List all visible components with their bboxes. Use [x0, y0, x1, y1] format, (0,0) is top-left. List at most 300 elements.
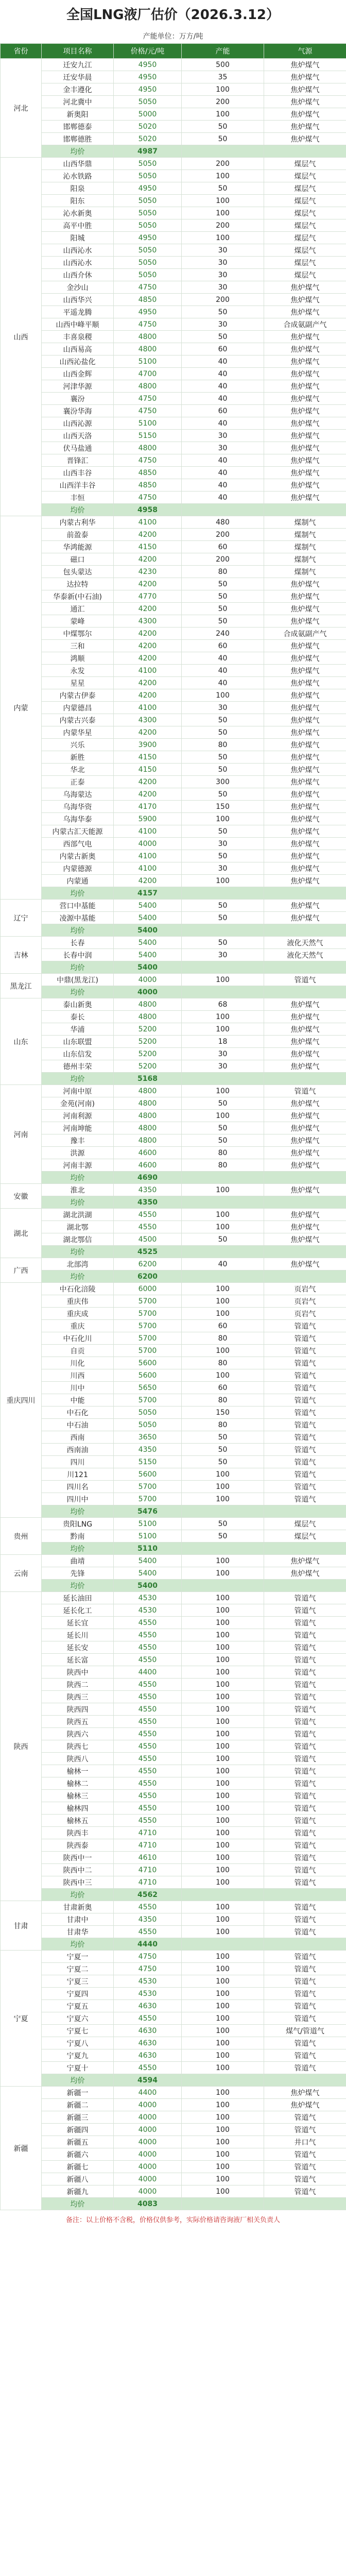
table-row — [1, 195, 346, 207]
plant-name: 新疆二 — [42, 2099, 114, 2111]
plant-gas-source: 管道气 — [264, 1357, 346, 1369]
plant-gas-source: 管道气 — [264, 1802, 346, 1815]
table-row — [1, 1518, 346, 1530]
plant-gas-source: 管道气 — [264, 1691, 346, 1703]
plant-gas-source: 管道气 — [264, 1629, 346, 1641]
plant-price: 4750 — [114, 454, 182, 467]
plant-capacity: 60 — [182, 1382, 264, 1394]
plant-name: 新胜 — [42, 751, 114, 764]
region-cell: 山东 — [1, 998, 42, 1085]
table-row — [1, 1815, 346, 1827]
plant-name: 宁夏四 — [42, 1988, 114, 2000]
table-row — [1, 96, 346, 108]
plant-name: 中石油 — [42, 1419, 114, 1431]
plant-price: 4200 — [114, 788, 182, 801]
plant-name: 洪源 — [42, 1147, 114, 1159]
table-row — [1, 182, 346, 195]
plant-capacity: 100 — [182, 2161, 264, 2173]
plant-gas-source: 管道气 — [264, 1951, 346, 1963]
average-label: 均价 — [42, 145, 114, 158]
header-gas: 气源 — [264, 44, 346, 59]
table-row — [1, 1963, 346, 1975]
plant-price: 4550 — [114, 1777, 182, 1790]
plant-name: 华浦 — [42, 1023, 114, 1036]
plant-gas-source: 煤层气 — [264, 269, 346, 281]
plant-name: 宁夏一 — [42, 1951, 114, 1963]
plant-name: 四川中 — [42, 1493, 114, 1505]
plant-gas-source: 管道气 — [264, 1876, 346, 1889]
plant-name: 川西 — [42, 1369, 114, 1382]
plant-capacity: 100 — [182, 1679, 264, 1691]
plant-gas-source: 焦炉煤气 — [264, 578, 346, 590]
table-row — [1, 2012, 346, 2025]
plant-capacity: 100 — [182, 875, 264, 887]
plant-name: 河南中原 — [42, 1085, 114, 1097]
plant-gas-source: 管道气 — [264, 2148, 346, 2161]
plant-price: 4630 — [114, 2037, 182, 2049]
region-cell: 陕西 — [1, 1592, 42, 1901]
plant-name: 三和 — [42, 640, 114, 652]
plant-price: 4550 — [114, 1728, 182, 1740]
plant-name: 阳东 — [42, 195, 114, 207]
plant-name: 河南坤能 — [42, 1122, 114, 1134]
plant-capacity: 100 — [182, 1975, 264, 1988]
plant-capacity: 100 — [182, 1703, 264, 1716]
plant-capacity: 100 — [182, 1369, 264, 1382]
table-row — [1, 1011, 346, 1023]
plant-price: 4150 — [114, 764, 182, 776]
plant-gas-source: 管道气 — [264, 1617, 346, 1629]
plant-gas-source: 井口气 — [264, 2136, 346, 2148]
plant-capacity: 100 — [182, 2062, 264, 2074]
table-row — [1, 1951, 346, 1963]
plant-price: 4000 — [114, 2173, 182, 2185]
plant-price: 4000 — [114, 838, 182, 850]
plant-name: 川中 — [42, 1382, 114, 1394]
average-blank — [182, 1543, 264, 1555]
plant-gas-source: 管道气 — [264, 1740, 346, 1753]
plant-gas-source: 煤层气 — [264, 182, 346, 195]
plant-capacity: 100 — [182, 1815, 264, 1827]
plant-gas-source: 焦炉煤气 — [264, 294, 346, 306]
average-blank — [264, 961, 346, 974]
plant-price: 4610 — [114, 1852, 182, 1864]
plant-capacity: 100 — [182, 1839, 264, 1852]
header-capacity: 产能 — [182, 44, 264, 59]
plant-gas-source: 管道气 — [264, 1481, 346, 1493]
plant-capacity: 100 — [182, 1852, 264, 1864]
plant-price: 5650 — [114, 1382, 182, 1394]
plant-price: 4710 — [114, 1876, 182, 1889]
plant-price: 4200 — [114, 875, 182, 887]
plant-name: 豫丰 — [42, 1134, 114, 1147]
plant-capacity: 100 — [182, 1802, 264, 1815]
table-row — [1, 813, 346, 825]
table-row — [1, 1913, 346, 1926]
plant-gas-source: 管道气 — [264, 1864, 346, 1876]
plant-gas-source: 焦炉煤气 — [264, 492, 346, 504]
plant-name: 曲靖 — [42, 1555, 114, 1567]
table-row — [1, 2148, 346, 2161]
plant-price: 4800 — [114, 998, 182, 1011]
plant-price: 4800 — [114, 1122, 182, 1134]
plant-capacity: 50 — [182, 937, 264, 949]
plant-gas-source: 管道气 — [264, 2185, 346, 2198]
plant-gas-source: 焦炉煤气 — [264, 900, 346, 912]
plant-price: 6000 — [114, 1283, 182, 1295]
average-blank — [264, 986, 346, 998]
plant-gas-source: 管道气 — [264, 1592, 346, 1604]
average-row — [1, 1938, 346, 1951]
table-row — [1, 1617, 346, 1629]
plant-capacity: 60 — [182, 640, 264, 652]
plant-price: 4230 — [114, 566, 182, 578]
plant-gas-source: 焦炉煤气 — [264, 1567, 346, 1580]
plant-gas-source: 管道气 — [264, 1975, 346, 1988]
plant-gas-source: 焦炉煤气 — [264, 1159, 346, 1172]
plant-price: 4100 — [114, 862, 182, 875]
table-row — [1, 1308, 346, 1320]
plant-name: 襄汾 — [42, 393, 114, 405]
plant-capacity: 40 — [182, 652, 264, 665]
plant-price: 4550 — [114, 1617, 182, 1629]
average-blank — [182, 1246, 264, 1258]
plant-price: 4000 — [114, 2111, 182, 2124]
plant-price: 5600 — [114, 1357, 182, 1369]
plant-gas-source: 管道气 — [264, 1382, 346, 1394]
average-price: 5476 — [114, 1505, 182, 1518]
average-price: 4562 — [114, 1889, 182, 1901]
plant-gas-source: 焦炉煤气 — [264, 825, 346, 838]
table-row — [1, 442, 346, 454]
table-row — [1, 628, 346, 640]
plant-gas-source: 焦炉煤气 — [264, 776, 346, 788]
table-row — [1, 566, 346, 578]
plant-name: 陕西六 — [42, 1728, 114, 1740]
plant-name: 延长化工 — [42, 1604, 114, 1617]
plant-price: 4750 — [114, 318, 182, 331]
plant-capacity: 100 — [182, 2087, 264, 2099]
table-row — [1, 257, 346, 269]
table-row — [1, 1654, 346, 1666]
plant-name: 晋锋汇 — [42, 454, 114, 467]
plant-price: 4530 — [114, 1988, 182, 2000]
plant-capacity: 50 — [182, 1134, 264, 1147]
plant-price: 4550 — [114, 1765, 182, 1777]
page-title: 全国LNG液厂估价（2026.3.12） — [66, 7, 280, 23]
average-price: 4440 — [114, 1938, 182, 1951]
plant-price: 4850 — [114, 467, 182, 479]
plant-price: 4550 — [114, 1802, 182, 1815]
average-blank — [264, 1172, 346, 1184]
plant-price: 4350 — [114, 1913, 182, 1926]
plant-price: 4630 — [114, 2049, 182, 2062]
plant-capacity: 40 — [182, 368, 264, 380]
plant-name: 陕西五 — [42, 1716, 114, 1728]
plant-price: 4950 — [114, 232, 182, 244]
plant-name: 泰长 — [42, 1011, 114, 1023]
plant-name: 川121 — [42, 1468, 114, 1481]
table-row — [1, 1431, 346, 1444]
plant-price: 5700 — [114, 1394, 182, 1406]
plant-capacity: 80 — [182, 566, 264, 578]
plant-price: 5400 — [114, 900, 182, 912]
plant-gas-source: 焦炉煤气 — [264, 405, 346, 417]
plant-name: 延长油田 — [42, 1592, 114, 1604]
plant-capacity: 40 — [182, 479, 264, 492]
plant-gas-source: 焦炉煤气 — [264, 2087, 346, 2099]
table-row — [1, 1864, 346, 1876]
plant-gas-source: 管道气 — [264, 1815, 346, 1827]
plant-name: 河南利源 — [42, 1110, 114, 1122]
plant-capacity: 100 — [182, 2037, 264, 2049]
plant-capacity: 100 — [182, 1493, 264, 1505]
plant-capacity: 30 — [182, 1048, 264, 1060]
plant-gas-source: 管道气 — [264, 2173, 346, 2185]
plant-name: 西南油 — [42, 1444, 114, 1456]
table-row — [1, 912, 346, 924]
plant-gas-source: 焦炉煤气 — [264, 133, 346, 145]
plant-price: 4630 — [114, 2025, 182, 2037]
plant-gas-source: 管道气 — [264, 1431, 346, 1444]
table-row — [1, 207, 346, 219]
plant-name: 山东信发 — [42, 1048, 114, 1060]
table-row — [1, 479, 346, 492]
plant-gas-source: 焦炉煤气 — [264, 331, 346, 343]
table-row — [1, 1221, 346, 1233]
plant-capacity: 50 — [182, 900, 264, 912]
plant-gas-source: 焦炉煤气 — [264, 603, 346, 615]
average-label: 均价 — [42, 1505, 114, 1518]
plant-gas-source: 焦炉煤气 — [264, 454, 346, 467]
plant-gas-source: 焦炉煤气 — [264, 1110, 346, 1122]
region-cell: 辽宁 — [1, 900, 42, 937]
average-label: 均价 — [42, 1196, 114, 1209]
plant-name: 丰喜泉稷 — [42, 331, 114, 343]
plant-gas-source: 管道气 — [264, 1641, 346, 1654]
plant-price: 4550 — [114, 1629, 182, 1641]
table-row — [1, 1691, 346, 1703]
plant-name: 陕西八 — [42, 1753, 114, 1765]
plant-price: 6200 — [114, 1258, 182, 1270]
table-row — [1, 1468, 346, 1481]
plant-price: 4750 — [114, 405, 182, 417]
plant-capacity: 50 — [182, 578, 264, 590]
plant-name: 内蒙德昌 — [42, 702, 114, 714]
plant-capacity: 100 — [182, 1481, 264, 1493]
plant-gas-source: 焦炉煤气 — [264, 368, 346, 380]
plant-gas-source: 焦炉煤气 — [264, 355, 346, 368]
plant-gas-source: 管道气 — [264, 1716, 346, 1728]
plant-name: 包头蒙达 — [42, 566, 114, 578]
plant-name: 延长安 — [42, 1641, 114, 1654]
plant-gas-source: 焦炉煤气 — [264, 714, 346, 726]
average-price: 5168 — [114, 1073, 182, 1085]
plant-gas-source: 焦炉煤气 — [264, 677, 346, 689]
plant-capacity: 40 — [182, 665, 264, 677]
plant-capacity: 50 — [182, 121, 264, 133]
plant-capacity: 50 — [182, 788, 264, 801]
plant-name: 北部湾 — [42, 1258, 114, 1270]
plant-name: 山西沁水 — [42, 257, 114, 269]
plant-capacity: 100 — [182, 1691, 264, 1703]
plant-price: 5150 — [114, 430, 182, 442]
table-row — [1, 1555, 346, 1567]
plant-gas-source: 焦炉煤气 — [264, 590, 346, 603]
table-row — [1, 1147, 346, 1159]
plant-capacity: 50 — [182, 1444, 264, 1456]
average-row — [1, 961, 346, 974]
table-row — [1, 133, 346, 145]
plant-name: 内蒙华星 — [42, 726, 114, 739]
table-row — [1, 244, 346, 257]
table-row — [1, 937, 346, 949]
plant-capacity: 100 — [182, 2124, 264, 2136]
table-row — [1, 541, 346, 553]
plant-name: 中煤鄂尔 — [42, 628, 114, 640]
table-row — [1, 1703, 346, 1716]
plant-price: 4550 — [114, 1790, 182, 1802]
plant-capacity: 100 — [182, 1728, 264, 1740]
plant-capacity: 100 — [182, 2000, 264, 2012]
table-row — [1, 1295, 346, 1308]
plant-capacity: 100 — [182, 2136, 264, 2148]
plant-price: 5100 — [114, 1530, 182, 1543]
table-row — [1, 529, 346, 541]
plant-capacity: 40 — [182, 467, 264, 479]
plant-price: 5050 — [114, 257, 182, 269]
plant-capacity: 50 — [182, 825, 264, 838]
plant-name: 甘肃新奥 — [42, 1901, 114, 1913]
plant-capacity: 50 — [182, 182, 264, 195]
plant-price: 4800 — [114, 1011, 182, 1023]
plant-gas-source: 管道气 — [264, 1913, 346, 1926]
table-row — [1, 788, 346, 801]
plant-price: 4550 — [114, 1679, 182, 1691]
table-row — [1, 764, 346, 776]
average-price: 4000 — [114, 986, 182, 998]
table-row — [1, 83, 346, 96]
plant-capacity: 100 — [182, 2185, 264, 2198]
plant-gas-source: 焦炉煤气 — [264, 343, 346, 355]
plant-name: 内蒙古汇天能源 — [42, 825, 114, 838]
table-row — [1, 2124, 346, 2136]
table-row — [1, 689, 346, 702]
plant-name: 重庆伟 — [42, 1295, 114, 1308]
plant-gas-source: 管道气 — [264, 1369, 346, 1382]
plant-gas-source: 管道气 — [264, 1926, 346, 1938]
plant-name: 山西天洛 — [42, 430, 114, 442]
average-row — [1, 986, 346, 998]
plant-gas-source: 煤层气 — [264, 158, 346, 170]
plant-capacity: 100 — [182, 1209, 264, 1221]
table-row — [1, 1444, 346, 1456]
plant-capacity: 40 — [182, 1258, 264, 1270]
plant-name: 新奥阳 — [42, 108, 114, 121]
plant-gas-source: 煤层气 — [264, 1530, 346, 1543]
plant-price: 4550 — [114, 2062, 182, 2074]
plant-name: 先锋 — [42, 1567, 114, 1580]
plant-name: 丰恒 — [42, 492, 114, 504]
plant-price: 5600 — [114, 1369, 182, 1382]
plant-name: 山西华鼎 — [42, 158, 114, 170]
average-row — [1, 2198, 346, 2210]
plant-gas-source: 管道气 — [264, 1728, 346, 1740]
plant-gas-source: 管道气 — [264, 1394, 346, 1406]
plant-capacity: 100 — [182, 83, 264, 96]
plant-name: 长春 — [42, 937, 114, 949]
table-row — [1, 665, 346, 677]
table-row — [1, 306, 346, 318]
plant-name: 山西沁盐化 — [42, 355, 114, 368]
table-row — [1, 1827, 346, 1839]
plant-gas-source: 管道气 — [264, 1406, 346, 1419]
plant-price: 4550 — [114, 1901, 182, 1913]
plant-name: 陕西中三 — [42, 1876, 114, 1889]
plant-capacity: 100 — [182, 2049, 264, 2062]
table-row — [1, 294, 346, 306]
average-blank — [264, 1246, 346, 1258]
plant-capacity: 100 — [182, 1110, 264, 1122]
plant-name: 正泰 — [42, 776, 114, 788]
plant-capacity: 100 — [182, 195, 264, 207]
plant-capacity: 50 — [182, 590, 264, 603]
plant-gas-source: 焦炉煤气 — [264, 764, 346, 776]
average-row — [1, 1543, 346, 1555]
plant-name: 沁水新奥 — [42, 207, 114, 219]
table-row — [1, 1122, 346, 1134]
plant-name: 新疆七 — [42, 2161, 114, 2173]
table-row — [1, 331, 346, 343]
plant-capacity: 100 — [182, 1988, 264, 2000]
plant-price: 4800 — [114, 1085, 182, 1097]
table-row — [1, 108, 346, 121]
plant-capacity: 60 — [182, 1320, 264, 1332]
table-row — [1, 1406, 346, 1419]
table-row — [1, 677, 346, 689]
table-row — [1, 393, 346, 405]
table-row — [1, 158, 346, 170]
plant-name: 陕西泰 — [42, 1839, 114, 1852]
plant-price: 5200 — [114, 1060, 182, 1073]
plant-gas-source: 焦炉煤气 — [264, 1555, 346, 1567]
plant-price: 4550 — [114, 1716, 182, 1728]
plant-gas-source: 管道气 — [264, 1666, 346, 1679]
average-price: 4594 — [114, 2074, 182, 2087]
table-row — [1, 492, 346, 504]
average-blank — [264, 1580, 346, 1592]
plant-price: 5700 — [114, 1295, 182, 1308]
plant-price: 4150 — [114, 541, 182, 553]
plant-price: 4550 — [114, 1740, 182, 1753]
plant-capacity: 50 — [182, 1097, 264, 1110]
plant-gas-source: 管道气 — [264, 1703, 346, 1716]
plant-gas-source: 煤制气 — [264, 529, 346, 541]
plant-gas-source: 煤层气 — [264, 244, 346, 257]
plant-gas-source: 焦炉煤气 — [264, 281, 346, 294]
table-row — [1, 949, 346, 961]
table-row — [1, 467, 346, 479]
table-row — [1, 1258, 346, 1270]
plant-price: 4530 — [114, 1604, 182, 1617]
table-row — [1, 1419, 346, 1431]
table-row — [1, 1852, 346, 1864]
plant-name: 新疆六 — [42, 2148, 114, 2161]
table-row — [1, 714, 346, 726]
plant-price: 4550 — [114, 1703, 182, 1716]
header-region: 省份 — [1, 44, 42, 59]
plant-capacity: 240 — [182, 628, 264, 640]
